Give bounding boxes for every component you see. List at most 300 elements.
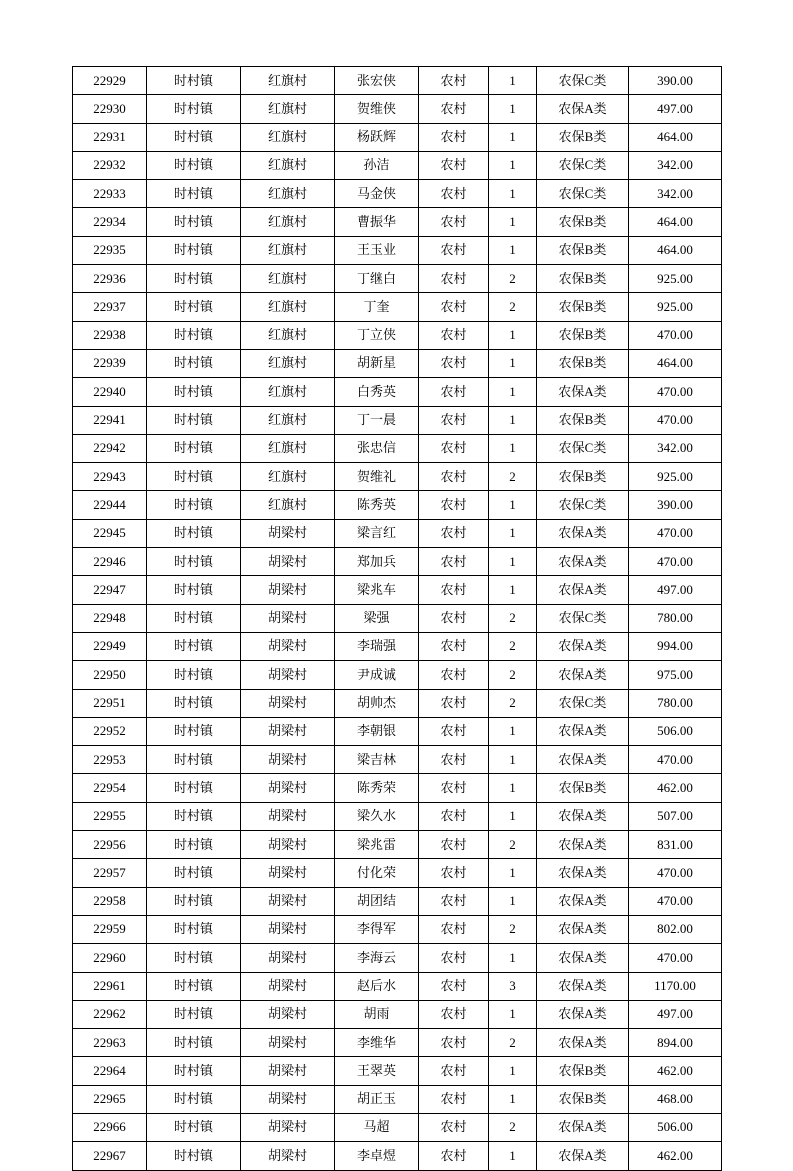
cell-id: 22947 xyxy=(73,576,147,604)
cell-village: 胡梁村 xyxy=(241,746,335,774)
cell-name: 白秀英 xyxy=(335,378,419,406)
cell-category: 农保C类 xyxy=(537,180,629,208)
cell-count: 1 xyxy=(489,67,537,95)
cell-category: 农保A类 xyxy=(537,548,629,576)
cell-amount: 470.00 xyxy=(629,321,722,349)
cell-village: 红旗村 xyxy=(241,151,335,179)
cell-name: 李卓煜 xyxy=(335,1142,419,1170)
table-row xyxy=(73,944,722,972)
table-row xyxy=(73,1029,722,1057)
cell-name: 尹成诚 xyxy=(335,661,419,689)
cell-amount: 507.00 xyxy=(629,802,722,830)
cell-name: 梁言红 xyxy=(335,519,419,547)
cell-household_type: 农村 xyxy=(419,1029,489,1057)
table-row xyxy=(73,180,722,208)
cell-name: 孙洁 xyxy=(335,151,419,179)
cell-village: 红旗村 xyxy=(241,95,335,123)
cell-household_type: 农村 xyxy=(419,1057,489,1085)
cell-count: 1 xyxy=(489,434,537,462)
cell-count: 1 xyxy=(489,576,537,604)
cell-count: 1 xyxy=(489,321,537,349)
cell-town: 时村镇 xyxy=(147,265,241,293)
cell-amount: 497.00 xyxy=(629,1000,722,1028)
cell-id: 22944 xyxy=(73,491,147,519)
cell-household_type: 农村 xyxy=(419,689,489,717)
cell-village: 胡梁村 xyxy=(241,972,335,1000)
cell-town: 时村镇 xyxy=(147,236,241,264)
cell-name: 付化荣 xyxy=(335,859,419,887)
cell-household_type: 农村 xyxy=(419,1142,489,1170)
cell-count: 1 xyxy=(489,151,537,179)
cell-id: 22952 xyxy=(73,717,147,745)
cell-id: 22939 xyxy=(73,349,147,377)
cell-household_type: 农村 xyxy=(419,293,489,321)
cell-amount: 780.00 xyxy=(629,689,722,717)
cell-amount: 497.00 xyxy=(629,576,722,604)
cell-town: 时村镇 xyxy=(147,831,241,859)
table-row xyxy=(73,293,722,321)
cell-town: 时村镇 xyxy=(147,1057,241,1085)
table-row xyxy=(73,548,722,576)
table-row xyxy=(73,887,722,915)
cell-amount: 831.00 xyxy=(629,831,722,859)
cell-category: 农保C类 xyxy=(537,604,629,632)
cell-amount: 342.00 xyxy=(629,434,722,462)
table-row xyxy=(73,717,722,745)
cell-household_type: 农村 xyxy=(419,802,489,830)
cell-household_type: 农村 xyxy=(419,265,489,293)
cell-category: 农保A类 xyxy=(537,632,629,660)
cell-household_type: 农村 xyxy=(419,604,489,632)
cell-amount: 925.00 xyxy=(629,265,722,293)
cell-amount: 470.00 xyxy=(629,746,722,774)
cell-id: 22967 xyxy=(73,1142,147,1170)
cell-village: 胡梁村 xyxy=(241,632,335,660)
cell-town: 时村镇 xyxy=(147,632,241,660)
table-row xyxy=(73,434,722,462)
cell-id: 22950 xyxy=(73,661,147,689)
cell-household_type: 农村 xyxy=(419,180,489,208)
cell-household_type: 农村 xyxy=(419,434,489,462)
table-row xyxy=(73,915,722,943)
cell-category: 农保A类 xyxy=(537,831,629,859)
cell-household_type: 农村 xyxy=(419,151,489,179)
cell-amount: 390.00 xyxy=(629,491,722,519)
cell-count: 2 xyxy=(489,915,537,943)
cell-town: 时村镇 xyxy=(147,717,241,745)
cell-village: 红旗村 xyxy=(241,293,335,321)
cell-count: 1 xyxy=(489,746,537,774)
table-row xyxy=(73,95,722,123)
cell-town: 时村镇 xyxy=(147,802,241,830)
cell-category: 农保A类 xyxy=(537,915,629,943)
table-row xyxy=(73,67,722,95)
cell-town: 时村镇 xyxy=(147,604,241,632)
cell-amount: 470.00 xyxy=(629,859,722,887)
cell-id: 22949 xyxy=(73,632,147,660)
cell-id: 22954 xyxy=(73,774,147,802)
cell-count: 1 xyxy=(489,519,537,547)
cell-village: 红旗村 xyxy=(241,236,335,264)
cell-household_type: 农村 xyxy=(419,632,489,660)
cell-count: 1 xyxy=(489,717,537,745)
cell-amount: 462.00 xyxy=(629,1057,722,1085)
cell-id: 22935 xyxy=(73,236,147,264)
table-row xyxy=(73,321,722,349)
cell-id: 22965 xyxy=(73,1085,147,1113)
cell-name: 王玉业 xyxy=(335,236,419,264)
cell-household_type: 农村 xyxy=(419,831,489,859)
cell-village: 胡梁村 xyxy=(241,802,335,830)
cell-town: 时村镇 xyxy=(147,689,241,717)
cell-id: 22946 xyxy=(73,548,147,576)
cell-id: 22955 xyxy=(73,802,147,830)
cell-name: 王翠英 xyxy=(335,1057,419,1085)
cell-category: 农保B类 xyxy=(537,349,629,377)
cell-household_type: 农村 xyxy=(419,576,489,604)
cell-category: 农保B类 xyxy=(537,406,629,434)
cell-amount: 470.00 xyxy=(629,944,722,972)
cell-category: 农保A类 xyxy=(537,944,629,972)
cell-town: 时村镇 xyxy=(147,491,241,519)
cell-village: 红旗村 xyxy=(241,378,335,406)
cell-amount: 464.00 xyxy=(629,208,722,236)
cell-household_type: 农村 xyxy=(419,378,489,406)
cell-id: 22932 xyxy=(73,151,147,179)
cell-category: 农保B类 xyxy=(537,208,629,236)
cell-name: 陈秀英 xyxy=(335,491,419,519)
cell-amount: 470.00 xyxy=(629,887,722,915)
cell-name: 胡帅杰 xyxy=(335,689,419,717)
cell-category: 农保A类 xyxy=(537,746,629,774)
cell-town: 时村镇 xyxy=(147,944,241,972)
cell-category: 农保A类 xyxy=(537,717,629,745)
cell-town: 时村镇 xyxy=(147,519,241,547)
cell-id: 22940 xyxy=(73,378,147,406)
cell-town: 时村镇 xyxy=(147,321,241,349)
cell-town: 时村镇 xyxy=(147,746,241,774)
cell-id: 22953 xyxy=(73,746,147,774)
cell-category: 农保C类 xyxy=(537,151,629,179)
table-row xyxy=(73,661,722,689)
cell-amount: 462.00 xyxy=(629,1142,722,1170)
cell-village: 胡梁村 xyxy=(241,1000,335,1028)
cell-village: 胡梁村 xyxy=(241,887,335,915)
table-row xyxy=(73,123,722,151)
cell-name: 李海云 xyxy=(335,944,419,972)
cell-count: 3 xyxy=(489,972,537,1000)
cell-category: 农保C类 xyxy=(537,491,629,519)
table-row xyxy=(73,265,722,293)
table-row xyxy=(73,774,722,802)
cell-household_type: 农村 xyxy=(419,746,489,774)
cell-count: 2 xyxy=(489,831,537,859)
cell-count: 1 xyxy=(489,859,537,887)
table-row xyxy=(73,236,722,264)
cell-town: 时村镇 xyxy=(147,349,241,377)
cell-village: 红旗村 xyxy=(241,406,335,434)
cell-household_type: 农村 xyxy=(419,406,489,434)
cell-id: 22951 xyxy=(73,689,147,717)
table-row xyxy=(73,1057,722,1085)
cell-name: 杨跃辉 xyxy=(335,123,419,151)
cell-name: 马超 xyxy=(335,1113,419,1141)
cell-amount: 780.00 xyxy=(629,604,722,632)
cell-amount: 470.00 xyxy=(629,406,722,434)
cell-amount: 894.00 xyxy=(629,1029,722,1057)
cell-name: 梁吉林 xyxy=(335,746,419,774)
cell-id: 22960 xyxy=(73,944,147,972)
cell-name: 李朝银 xyxy=(335,717,419,745)
table-row xyxy=(73,151,722,179)
table-body xyxy=(73,67,722,1171)
cell-count: 1 xyxy=(489,491,537,519)
cell-id: 22948 xyxy=(73,604,147,632)
cell-name: 李维华 xyxy=(335,1029,419,1057)
cell-town: 时村镇 xyxy=(147,887,241,915)
cell-name: 丁立侠 xyxy=(335,321,419,349)
cell-name: 马金侠 xyxy=(335,180,419,208)
cell-village: 红旗村 xyxy=(241,434,335,462)
cell-household_type: 农村 xyxy=(419,915,489,943)
cell-town: 时村镇 xyxy=(147,434,241,462)
cell-household_type: 农村 xyxy=(419,1000,489,1028)
cell-category: 农保B类 xyxy=(537,463,629,491)
cell-count: 2 xyxy=(489,661,537,689)
cell-amount: 802.00 xyxy=(629,915,722,943)
cell-town: 时村镇 xyxy=(147,293,241,321)
cell-household_type: 农村 xyxy=(419,95,489,123)
cell-amount: 506.00 xyxy=(629,1113,722,1141)
cell-village: 红旗村 xyxy=(241,123,335,151)
cell-household_type: 农村 xyxy=(419,1113,489,1141)
cell-name: 贺维侠 xyxy=(335,95,419,123)
cell-name: 张宏侠 xyxy=(335,67,419,95)
cell-amount: 470.00 xyxy=(629,548,722,576)
cell-amount: 464.00 xyxy=(629,123,722,151)
cell-count: 2 xyxy=(489,689,537,717)
cell-amount: 468.00 xyxy=(629,1085,722,1113)
table-row xyxy=(73,802,722,830)
cell-village: 胡梁村 xyxy=(241,689,335,717)
cell-town: 时村镇 xyxy=(147,548,241,576)
cell-village: 胡梁村 xyxy=(241,604,335,632)
cell-count: 1 xyxy=(489,123,537,151)
cell-household_type: 农村 xyxy=(419,1085,489,1113)
cell-village: 胡梁村 xyxy=(241,859,335,887)
cell-town: 时村镇 xyxy=(147,151,241,179)
cell-count: 1 xyxy=(489,1057,537,1085)
cell-name: 丁一晨 xyxy=(335,406,419,434)
cell-count: 1 xyxy=(489,1085,537,1113)
cell-household_type: 农村 xyxy=(419,859,489,887)
cell-household_type: 农村 xyxy=(419,944,489,972)
cell-category: 农保A类 xyxy=(537,859,629,887)
cell-category: 农保A类 xyxy=(537,1113,629,1141)
cell-name: 郑加兵 xyxy=(335,548,419,576)
cell-count: 2 xyxy=(489,265,537,293)
cell-amount: 925.00 xyxy=(629,293,722,321)
cell-household_type: 农村 xyxy=(419,208,489,236)
cell-name: 丁奎 xyxy=(335,293,419,321)
cell-category: 农保C类 xyxy=(537,689,629,717)
cell-household_type: 农村 xyxy=(419,463,489,491)
cell-amount: 994.00 xyxy=(629,632,722,660)
cell-category: 农保B类 xyxy=(537,293,629,321)
cell-household_type: 农村 xyxy=(419,123,489,151)
cell-count: 1 xyxy=(489,548,537,576)
cell-household_type: 农村 xyxy=(419,349,489,377)
cell-id: 22933 xyxy=(73,180,147,208)
table-row xyxy=(73,689,722,717)
cell-category: 农保C类 xyxy=(537,434,629,462)
beneficiary-table xyxy=(72,66,722,1171)
cell-village: 胡梁村 xyxy=(241,1057,335,1085)
cell-village: 红旗村 xyxy=(241,265,335,293)
cell-count: 1 xyxy=(489,944,537,972)
cell-category: 农保B类 xyxy=(537,265,629,293)
table-row xyxy=(73,208,722,236)
cell-name: 赵后水 xyxy=(335,972,419,1000)
cell-amount: 464.00 xyxy=(629,236,722,264)
cell-id: 22957 xyxy=(73,859,147,887)
cell-category: 农保A类 xyxy=(537,1029,629,1057)
cell-town: 时村镇 xyxy=(147,1113,241,1141)
cell-id: 22938 xyxy=(73,321,147,349)
cell-category: 农保A类 xyxy=(537,1142,629,1170)
table-row xyxy=(73,463,722,491)
cell-amount: 470.00 xyxy=(629,378,722,406)
table-row xyxy=(73,491,722,519)
cell-town: 时村镇 xyxy=(147,915,241,943)
cell-count: 2 xyxy=(489,1113,537,1141)
cell-household_type: 农村 xyxy=(419,717,489,745)
cell-name: 李得军 xyxy=(335,915,419,943)
cell-amount: 506.00 xyxy=(629,717,722,745)
cell-id: 22945 xyxy=(73,519,147,547)
cell-village: 胡梁村 xyxy=(241,717,335,745)
cell-count: 2 xyxy=(489,1029,537,1057)
cell-count: 2 xyxy=(489,632,537,660)
cell-village: 红旗村 xyxy=(241,208,335,236)
table-row xyxy=(73,632,722,660)
cell-category: 农保A类 xyxy=(537,576,629,604)
cell-town: 时村镇 xyxy=(147,1029,241,1057)
cell-count: 1 xyxy=(489,1000,537,1028)
cell-amount: 342.00 xyxy=(629,151,722,179)
cell-name: 梁强 xyxy=(335,604,419,632)
cell-town: 时村镇 xyxy=(147,1000,241,1028)
cell-count: 1 xyxy=(489,887,537,915)
cell-id: 22964 xyxy=(73,1057,147,1085)
cell-id: 22966 xyxy=(73,1113,147,1141)
cell-village: 红旗村 xyxy=(241,321,335,349)
cell-household_type: 农村 xyxy=(419,661,489,689)
table-row xyxy=(73,1000,722,1028)
cell-count: 1 xyxy=(489,802,537,830)
cell-town: 时村镇 xyxy=(147,123,241,151)
cell-name: 张忠信 xyxy=(335,434,419,462)
table-row xyxy=(73,972,722,1000)
cell-id: 22934 xyxy=(73,208,147,236)
cell-household_type: 农村 xyxy=(419,321,489,349)
cell-village: 红旗村 xyxy=(241,491,335,519)
cell-village: 红旗村 xyxy=(241,463,335,491)
cell-category: 农保B类 xyxy=(537,1085,629,1113)
cell-amount: 462.00 xyxy=(629,774,722,802)
table-row xyxy=(73,406,722,434)
cell-count: 2 xyxy=(489,293,537,321)
cell-town: 时村镇 xyxy=(147,661,241,689)
cell-id: 22936 xyxy=(73,265,147,293)
table-row xyxy=(73,519,722,547)
table-row xyxy=(73,378,722,406)
cell-count: 1 xyxy=(489,180,537,208)
cell-town: 时村镇 xyxy=(147,67,241,95)
cell-count: 1 xyxy=(489,406,537,434)
cell-id: 22929 xyxy=(73,67,147,95)
cell-category: 农保A类 xyxy=(537,972,629,1000)
cell-name: 李瑞强 xyxy=(335,632,419,660)
cell-village: 胡梁村 xyxy=(241,576,335,604)
cell-town: 时村镇 xyxy=(147,859,241,887)
cell-village: 胡梁村 xyxy=(241,1085,335,1113)
cell-town: 时村镇 xyxy=(147,972,241,1000)
cell-count: 1 xyxy=(489,774,537,802)
cell-category: 农保A类 xyxy=(537,887,629,915)
cell-village: 胡梁村 xyxy=(241,774,335,802)
cell-town: 时村镇 xyxy=(147,95,241,123)
table-row xyxy=(73,576,722,604)
cell-name: 胡新星 xyxy=(335,349,419,377)
cell-village: 胡梁村 xyxy=(241,1029,335,1057)
cell-town: 时村镇 xyxy=(147,463,241,491)
cell-count: 1 xyxy=(489,378,537,406)
cell-category: 农保B类 xyxy=(537,236,629,264)
cell-village: 胡梁村 xyxy=(241,944,335,972)
cell-id: 22941 xyxy=(73,406,147,434)
cell-id: 22962 xyxy=(73,1000,147,1028)
cell-village: 胡梁村 xyxy=(241,915,335,943)
cell-id: 22930 xyxy=(73,95,147,123)
cell-household_type: 农村 xyxy=(419,236,489,264)
cell-count: 1 xyxy=(489,95,537,123)
cell-amount: 975.00 xyxy=(629,661,722,689)
cell-category: 农保B类 xyxy=(537,1057,629,1085)
cell-town: 时村镇 xyxy=(147,406,241,434)
cell-village: 胡梁村 xyxy=(241,1142,335,1170)
cell-household_type: 农村 xyxy=(419,774,489,802)
cell-category: 农保B类 xyxy=(537,123,629,151)
cell-count: 1 xyxy=(489,1142,537,1170)
cell-category: 农保A类 xyxy=(537,95,629,123)
cell-category: 农保C类 xyxy=(537,67,629,95)
table-row xyxy=(73,1142,722,1170)
cell-amount: 470.00 xyxy=(629,519,722,547)
cell-amount: 464.00 xyxy=(629,349,722,377)
cell-town: 时村镇 xyxy=(147,180,241,208)
cell-village: 红旗村 xyxy=(241,349,335,377)
cell-town: 时村镇 xyxy=(147,208,241,236)
cell-town: 时村镇 xyxy=(147,1142,241,1170)
cell-count: 2 xyxy=(489,463,537,491)
cell-town: 时村镇 xyxy=(147,774,241,802)
cell-village: 胡梁村 xyxy=(241,1113,335,1141)
cell-household_type: 农村 xyxy=(419,519,489,547)
cell-name: 胡正玉 xyxy=(335,1085,419,1113)
cell-household_type: 农村 xyxy=(419,67,489,95)
cell-amount: 925.00 xyxy=(629,463,722,491)
